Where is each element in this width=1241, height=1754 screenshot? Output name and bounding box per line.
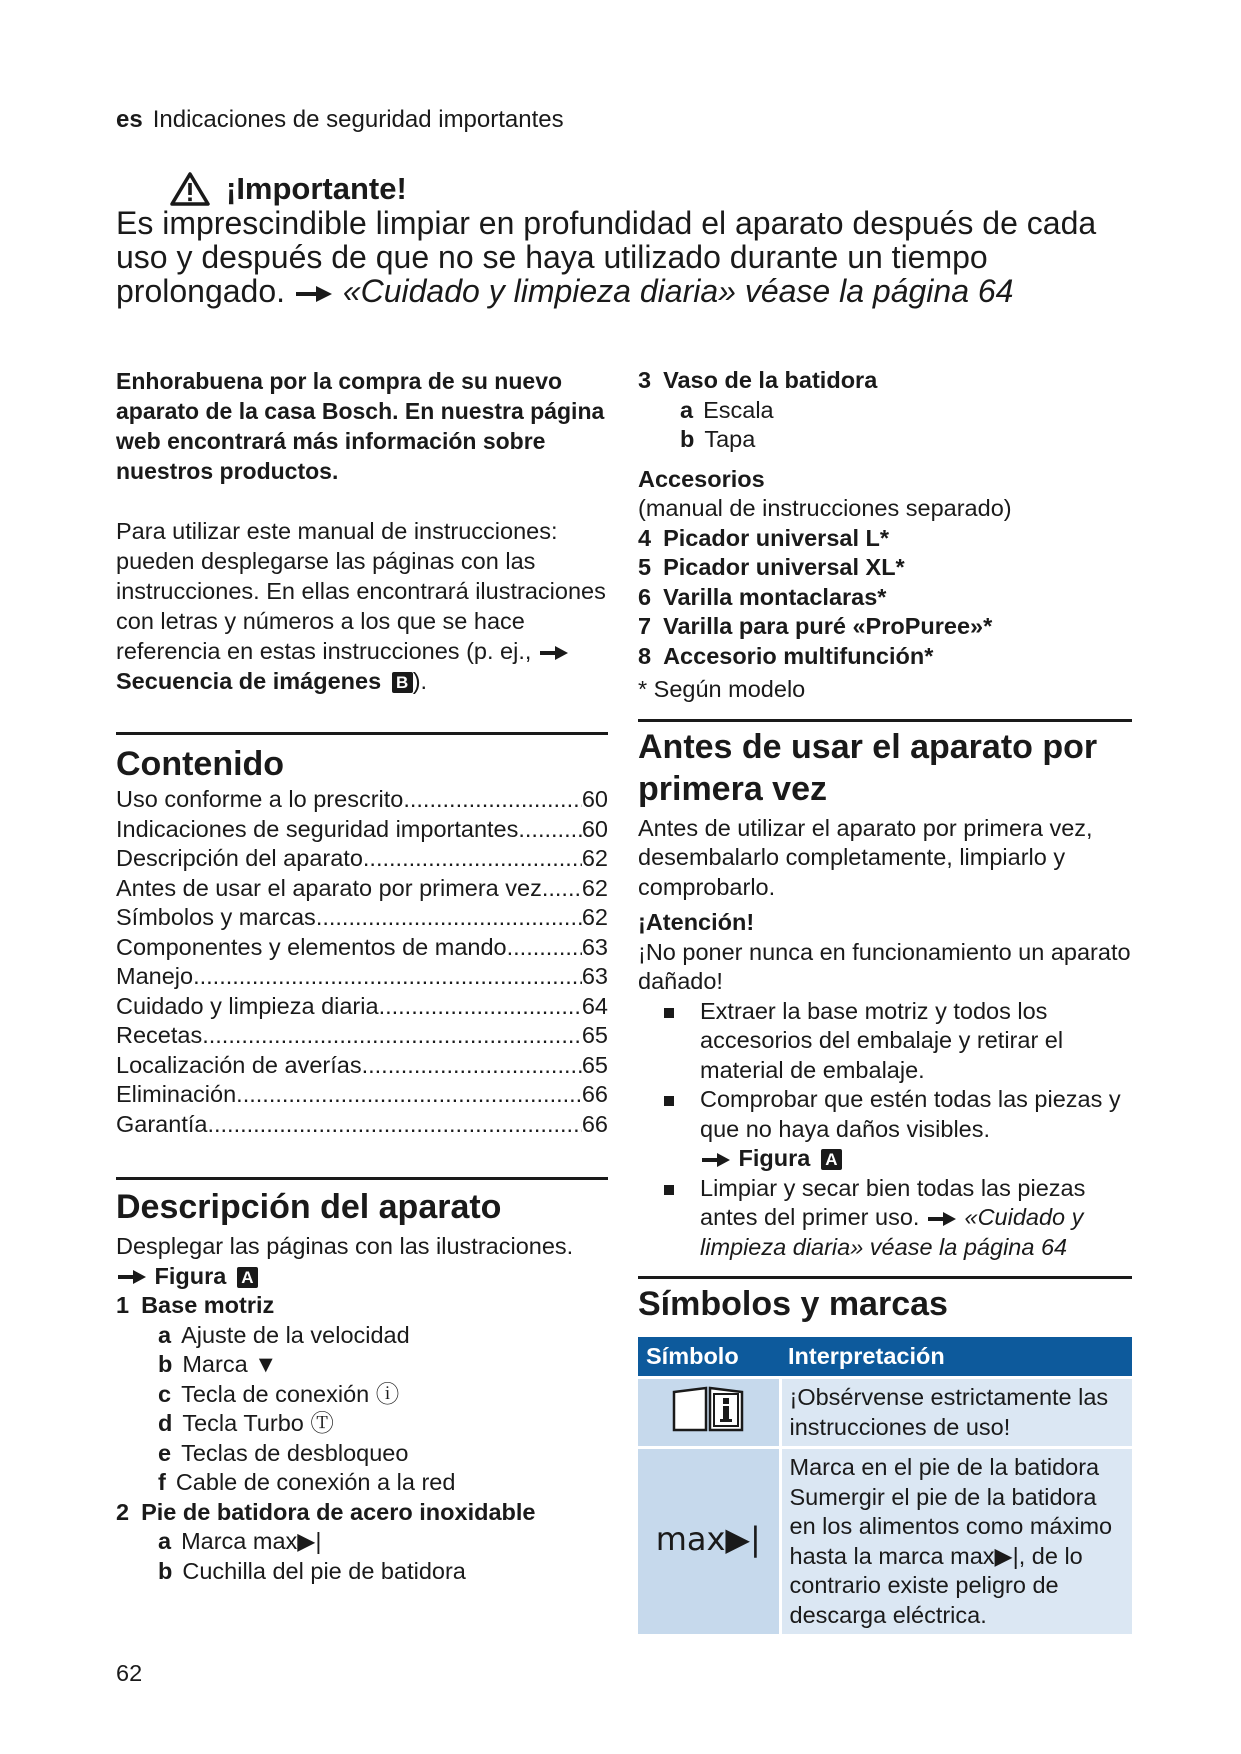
interpretation-cell: Marca en el pie de la batidora Sumergir el pie de la batidora en los alimentos como máximo hasta la marca max▶|, de lo contrario existe peligro de descarga eléctrica.	[780, 1448, 1132, 1635]
intro-paragraph	[116, 516, 608, 696]
component-label: Vaso de la batidora	[663, 367, 878, 393]
figure-box-a: A	[237, 1267, 258, 1288]
section-divider	[116, 1177, 608, 1180]
figure-ref	[116, 1262, 608, 1292]
list-item: Extraer la base motriz y todos los accesorios del embalaje y retirar el material de embalaje.	[638, 997, 1132, 1086]
toc-row[interactable]	[116, 992, 608, 1022]
arrow-right-icon	[116, 1269, 148, 1285]
component-subitem: a Escala	[680, 396, 774, 423]
toc-label: Recetas	[116, 1022, 203, 1048]
symbol-cell	[638, 1378, 780, 1448]
component-item: 3 Vaso de la batidora	[638, 367, 878, 393]
warning-icon	[170, 172, 210, 206]
arrow-right-icon	[700, 1152, 732, 1168]
section-divider	[638, 1276, 1132, 1279]
toc-row[interactable]	[116, 844, 608, 874]
toc-label: Uso conforme a lo prescrito	[116, 786, 404, 812]
toc-page: 60	[581, 815, 608, 842]
toc-label: Antes de usar el aparato por primera vez	[116, 874, 542, 901]
toc-title: Contenido	[116, 745, 285, 783]
table-header-row	[638, 1337, 1132, 1378]
accessory-item: 8 Accesorio multifunción*	[638, 642, 934, 669]
description-intro: Desplegar las páginas con las ilustraciones.	[116, 1233, 574, 1259]
accessory-item: 7 Varilla para puré «ProPuree»*	[638, 613, 993, 639]
list-item: Limpiar y secar bien todas las piezas antes del primer uso. «Cuidado y limpieza diaria» véase la página 64	[638, 1174, 1132, 1263]
language-code: es	[116, 106, 143, 133]
toc-label: Garantía	[116, 1110, 208, 1137]
description-title: Descripción del aparato	[116, 1188, 502, 1226]
toc-label: Componentes y elementos de mando	[116, 933, 507, 960]
component-subitem: b Cuchilla del pie de batidora	[158, 1557, 466, 1584]
component-subitem: a Marca max▶|	[158, 1528, 322, 1554]
component-item: 2 Pie de batidora de acero inoxidable	[116, 1498, 536, 1525]
toc-row[interactable]	[116, 1080, 608, 1110]
accessory-item: 4 Picador universal L*	[638, 524, 890, 551]
component-subitem: b Tapa	[680, 426, 756, 452]
before-use-intro: Antes de utilizar el aparato por primera vez, desembalarlo completamente, limpiarlo y comprobarlo.	[638, 814, 1093, 900]
toc-page: 66	[581, 1081, 608, 1107]
before-use-title: Antes de usar el aparato por primera vez	[638, 727, 1098, 808]
important-text-block	[116, 206, 1136, 308]
arrow-right-icon	[538, 645, 570, 661]
left-column	[116, 366, 608, 1586]
toc-row[interactable]	[116, 815, 608, 845]
toc-label: Manejo	[116, 963, 194, 989]
accessories-footnote: * Según modelo	[638, 676, 806, 702]
important-ref[interactable]: «Cuidado y limpieza diaria» véase la página 64	[342, 273, 1014, 309]
symbol-cell	[638, 1448, 780, 1635]
manual-info-icon	[670, 1384, 746, 1434]
toc-row[interactable]	[116, 1051, 608, 1081]
table-row	[638, 1448, 1132, 1635]
important-title: ¡Importante!	[226, 171, 407, 206]
care-cleaning-link[interactable]: «Cuidado y limpieza diaria» véase la página 64	[700, 1204, 1084, 1260]
figure-link[interactable]: Figura	[154, 1262, 227, 1289]
toc-page: 66	[581, 1110, 608, 1137]
interpretation-cell: ¡Obsérvense estrictamente las instrucciones de uso!	[780, 1378, 1132, 1448]
component-label: Base motriz	[141, 1292, 275, 1318]
figure-link[interactable]: Figura	[738, 1145, 811, 1171]
toc-page: 62	[581, 845, 608, 871]
toc-label: Símbolos y marcas	[116, 904, 316, 930]
col-header-interpretation: Interpretación	[780, 1337, 1132, 1378]
important-title-row	[116, 172, 1136, 206]
toc-label: Descripción del aparato	[116, 845, 363, 871]
toc-row[interactable]	[116, 1110, 608, 1140]
accessories-title: Accesorios	[638, 465, 765, 492]
section-divider	[116, 732, 608, 735]
image-sequence-link[interactable]: Secuencia de imágenes	[116, 668, 382, 694]
header-title: Indicaciones de seguridad importantes	[152, 106, 564, 133]
component-subitem: b Marca ▼	[158, 1351, 278, 1377]
col-header-symbol: Símbolo	[638, 1337, 780, 1378]
component-item: 1 Base motriz	[116, 1292, 275, 1318]
intro-paragraph-post: ).	[412, 668, 428, 694]
toc-page: 65	[581, 1051, 608, 1078]
toc-row[interactable]	[116, 785, 608, 815]
toc-page: 60	[581, 786, 608, 812]
toc-row[interactable]	[116, 962, 608, 992]
toc-row[interactable]	[116, 903, 608, 933]
running-header	[116, 106, 564, 134]
section-divider	[638, 719, 1132, 722]
accessory-item: 5 Picador universal XL*	[638, 554, 905, 580]
toc-row[interactable]	[116, 874, 608, 904]
toc-page: 64	[581, 992, 608, 1019]
component-subitem: c Tecla de conexión ⓘ	[158, 1380, 400, 1407]
important-notice	[116, 172, 1136, 308]
toc-page: 63	[581, 933, 608, 960]
toc-page: 62	[581, 874, 608, 901]
toc-row[interactable]	[116, 933, 608, 963]
accessory-item: 6 Varilla montaclaras*	[638, 583, 887, 610]
toc-label: Localización de averías	[116, 1051, 362, 1078]
component-label: Pie de batidora de acero inoxidable	[141, 1498, 536, 1525]
important-text: Es imprescindible limpiar en profundidad el aparato después de cada uso y después de que no se haya utilizado durante un tiempo prolongado.	[116, 205, 1097, 309]
arrow-right-icon	[926, 1211, 958, 1227]
intro-paragraph-pre: (p. ej.,	[466, 638, 532, 664]
component-subitem: e Teclas de desbloqueo	[158, 1439, 409, 1466]
attention-title: ¡Atención!	[638, 909, 755, 935]
toc-page: 63	[581, 963, 608, 989]
list-item: Comprobar que estén todas las piezas y que no haya daños visibles. Figura A	[638, 1085, 1132, 1174]
accessories-note: (manual de instrucciones separado)	[638, 495, 1012, 521]
component-subitem: a Ajuste de la velocidad	[158, 1321, 410, 1348]
toc-label: Eliminación	[116, 1081, 237, 1107]
toc-label: Indicaciones de seguridad importantes	[116, 815, 519, 842]
page-number: 62	[116, 1660, 143, 1686]
component-subitem: d Tecla Turbo Ⓣ	[158, 1410, 334, 1436]
table-of-contents	[116, 785, 608, 1139]
symbols-table	[638, 1337, 1132, 1634]
arrow-right-icon	[294, 284, 334, 304]
intro-paragraph-text: Para utilizar este manual de instrucciones: pueden desplegarse las páginas con las instrucciones. En ellas encontrará ilustraciones con letras y números a los que se hace referencia en estas instrucciones	[116, 518, 606, 664]
figure-box-a: A	[821, 1149, 842, 1170]
table-row	[638, 1378, 1132, 1448]
right-column	[638, 366, 1132, 1634]
toc-label: Cuidado y limpieza diaria	[116, 992, 379, 1019]
toc-page: 65	[581, 1022, 608, 1048]
figure-box-b: B	[392, 672, 413, 693]
symbols-title: Símbolos y marcas	[638, 1285, 948, 1323]
toc-page: 62	[581, 904, 608, 930]
toc-row[interactable]	[116, 1021, 608, 1051]
intro-bold-text: Enhorabuena por la compra de su nuevo aparato de la casa Bosch. En nuestra página web encontrará más información sobre nuestros productos.	[116, 368, 605, 484]
max-mark-symbol: max▶|	[655, 1520, 761, 1559]
attention-text: ¡No poner nunca en funcionamiento un aparato dañado!	[638, 938, 1131, 994]
component-subitem: f Cable de conexión a la red	[158, 1469, 456, 1495]
